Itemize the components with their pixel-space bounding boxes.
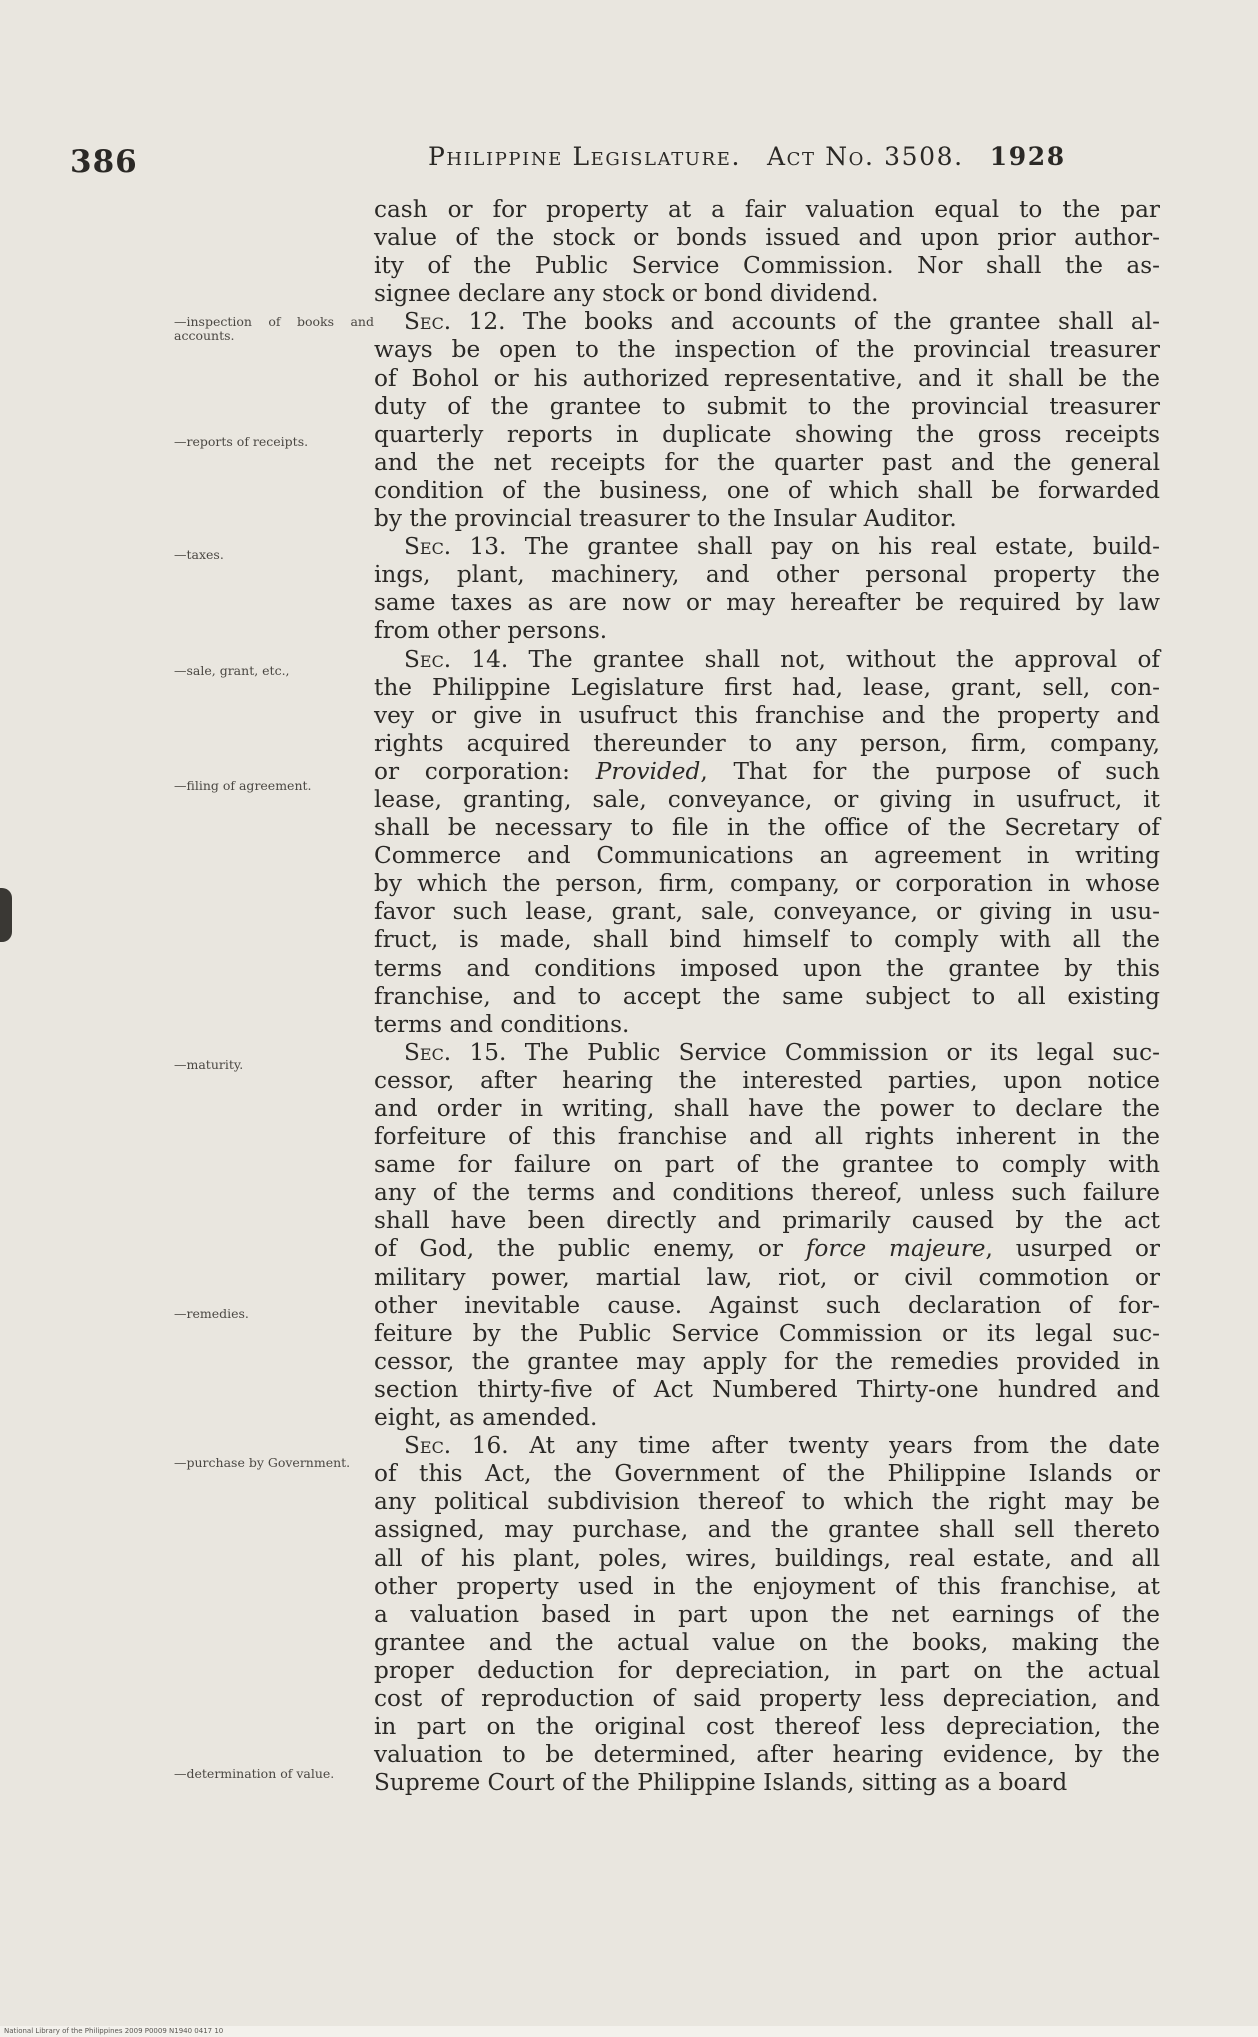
text-line: lease, granting, sale, conveyance, or giving in usufruct, it — [374, 785, 1160, 813]
text-line: by which the person, firm, company, or corporation in whose — [374, 870, 1160, 898]
text-line: cessor, after hearing the interested parties, upon notice — [374, 1066, 1160, 1094]
text-line: from other persons. — [374, 617, 608, 645]
text-line: same for failure on part of the grantee to comply with — [374, 1151, 1160, 1179]
text-line: favor such lease, grant, sale, conveyance, or giving in usu- — [374, 898, 1160, 926]
text-line: terms and conditions imposed upon the grantee by this — [374, 954, 1160, 982]
header-year: 1928 — [989, 142, 1066, 171]
margin-note: —purchase by Government. — [174, 1455, 351, 1470]
text-line: the Philippine Legislature first had, lease, grant, sell, con- — [374, 673, 1160, 701]
scan-footer: National Library of the Philippines 2009 P0009 N1940 0417 10 — [0, 2026, 1258, 2037]
margin-note: —taxes. — [174, 547, 224, 562]
text-line: cost of reproduction of said property less depreciation, and — [374, 1684, 1160, 1712]
text-line: military power, martial law, riot, or civil commotion or — [374, 1263, 1160, 1291]
text-line: fruct, is made, shall bind himself to comply with all the — [374, 926, 1160, 954]
text-line: shall be necessary to file in the office of the Secretary of — [374, 814, 1160, 842]
text-line: condition of the business, one of which shall be forwarded — [374, 476, 1160, 504]
publication-title: Philippine Legislature. — [428, 142, 742, 171]
text-line: Sec. 14. The grantee shall not, without the approval of — [404, 645, 1160, 673]
text-line: vey or give in usufruct this franchise and the property and — [374, 701, 1160, 729]
page-number: 386 — [70, 144, 138, 180]
section-number: Sec. 15. — [404, 1038, 507, 1066]
text-line: ity of the Public Service Commission. Nor shall the as- — [374, 252, 1160, 280]
text-line: cessor, the grantee may apply for the remedies provided in — [374, 1347, 1160, 1375]
text-line: and the net receipts for the quarter past and the general — [374, 448, 1160, 476]
text-line: Sec. 15. The Public Service Commission or its legal suc- — [404, 1038, 1160, 1066]
text-line: ways be open to the inspection of the provincial treasurer — [374, 336, 1160, 364]
text-line: same taxes as are now or may hereafter be required by law — [374, 589, 1160, 617]
text-line: valuation to be determined, after hearing evidence, by the — [374, 1741, 1160, 1769]
text-line: grantee and the actual value on the books, making the — [374, 1628, 1160, 1656]
text-line: any of the terms and conditions thereof, unless such failure — [374, 1179, 1160, 1207]
text-line: quarterly reports in duplicate showing the gross receipts — [374, 420, 1160, 448]
text-line: value of the stock or bonds issued and upon prior author- — [374, 224, 1160, 252]
margin-note: —maturity. — [174, 1057, 244, 1072]
text-line: or corporation: Provided, That for the purpose of such — [374, 757, 1160, 785]
text-line: other property used in the enjoyment of this franchise, at — [374, 1572, 1160, 1600]
section-number: Sec. 14. — [404, 645, 509, 673]
margin-note: —reports of receipts. — [174, 434, 309, 449]
text-line: Sec. 12. The books and accounts of the grantee shall al- — [404, 308, 1160, 336]
text-line: of this Act, the Government of the Philippine Islands or — [374, 1460, 1160, 1488]
text-line: Sec. 16. At any time after twenty years from the date — [404, 1432, 1160, 1460]
text-line: shall have been directly and primarily caused by the act — [374, 1207, 1160, 1235]
text-line: in part on the original cost thereof less depreciation, the — [374, 1713, 1160, 1741]
margin-note: —determination of value. — [174, 1766, 335, 1781]
binding-edge-mark — [0, 888, 12, 942]
margin-note: —remedies. — [174, 1306, 249, 1321]
text-line: any political subdivision thereof to which the right may be — [374, 1488, 1160, 1516]
text-line: Commerce and Communications an agreement in writing — [374, 842, 1160, 870]
margin-note: —filing of agreement. — [174, 778, 312, 793]
italic-term: force majeure — [805, 1235, 986, 1263]
body-text — [374, 196, 1160, 1797]
text-line: rights acquired thereunder to any person, firm, company, — [374, 729, 1160, 757]
text-line: assigned, may purchase, and the grantee shall sell thereto — [374, 1516, 1160, 1544]
text-line: feiture by the Public Service Commission or its legal suc- — [374, 1319, 1160, 1347]
text-line: ings, plant, machinery, and other personal property the — [374, 561, 1160, 589]
text-line: Sec. 13. The grantee shall pay on his real estate, build- — [404, 533, 1160, 561]
text-line: eight, as amended. — [374, 1404, 598, 1432]
text-line: by the provincial treasurer to the Insular Auditor. — [374, 505, 957, 533]
text-line: franchise, and to accept the same subject to all existing — [374, 982, 1160, 1010]
text-line: other inevitable cause. Against such declaration of for- — [374, 1291, 1160, 1319]
text-line: of Bohol or his authorized representative, and it shall be the — [374, 364, 1160, 392]
section-number: Sec. 13. — [404, 533, 507, 561]
margin-note: —inspection of books and accounts. — [174, 314, 374, 343]
text-line: signee declare any stock or bond dividend. — [374, 280, 879, 308]
margin-note: —sale, grant, etc., — [174, 663, 290, 678]
text-line: section thirty-five of Act Numbered Thirty-one hundred and — [374, 1375, 1160, 1403]
text-line: forfeiture of this franchise and all rights inherent in the — [374, 1123, 1160, 1151]
text-line: and order in writing, shall have the power to declare the — [374, 1095, 1160, 1122]
text-line: Supreme Court of the Philippine Islands, sitting as a board — [374, 1769, 1068, 1797]
running-head — [428, 142, 1108, 171]
text-line: terms and conditions. — [374, 1010, 630, 1038]
text-line: proper deduction for depreciation, in part on the actual — [374, 1656, 1160, 1684]
text-line: of God, the public enemy, or force majeure, usurped or — [374, 1235, 1160, 1263]
text-line: duty of the grantee to submit to the provincial treasurer — [374, 392, 1160, 420]
section-number: Sec. 12. — [404, 308, 506, 336]
italic-term: Provided — [595, 757, 701, 785]
text-line: cash or for property at a fair valuation equal to the par — [374, 196, 1160, 223]
act-number: Act No. 3508. — [767, 142, 964, 171]
text-line: a valuation based in part upon the net earnings of the — [374, 1600, 1160, 1628]
text-line: all of his plant, poles, wires, buildings, real estate, and all — [374, 1544, 1160, 1572]
section-number: Sec. 16. — [404, 1432, 509, 1460]
